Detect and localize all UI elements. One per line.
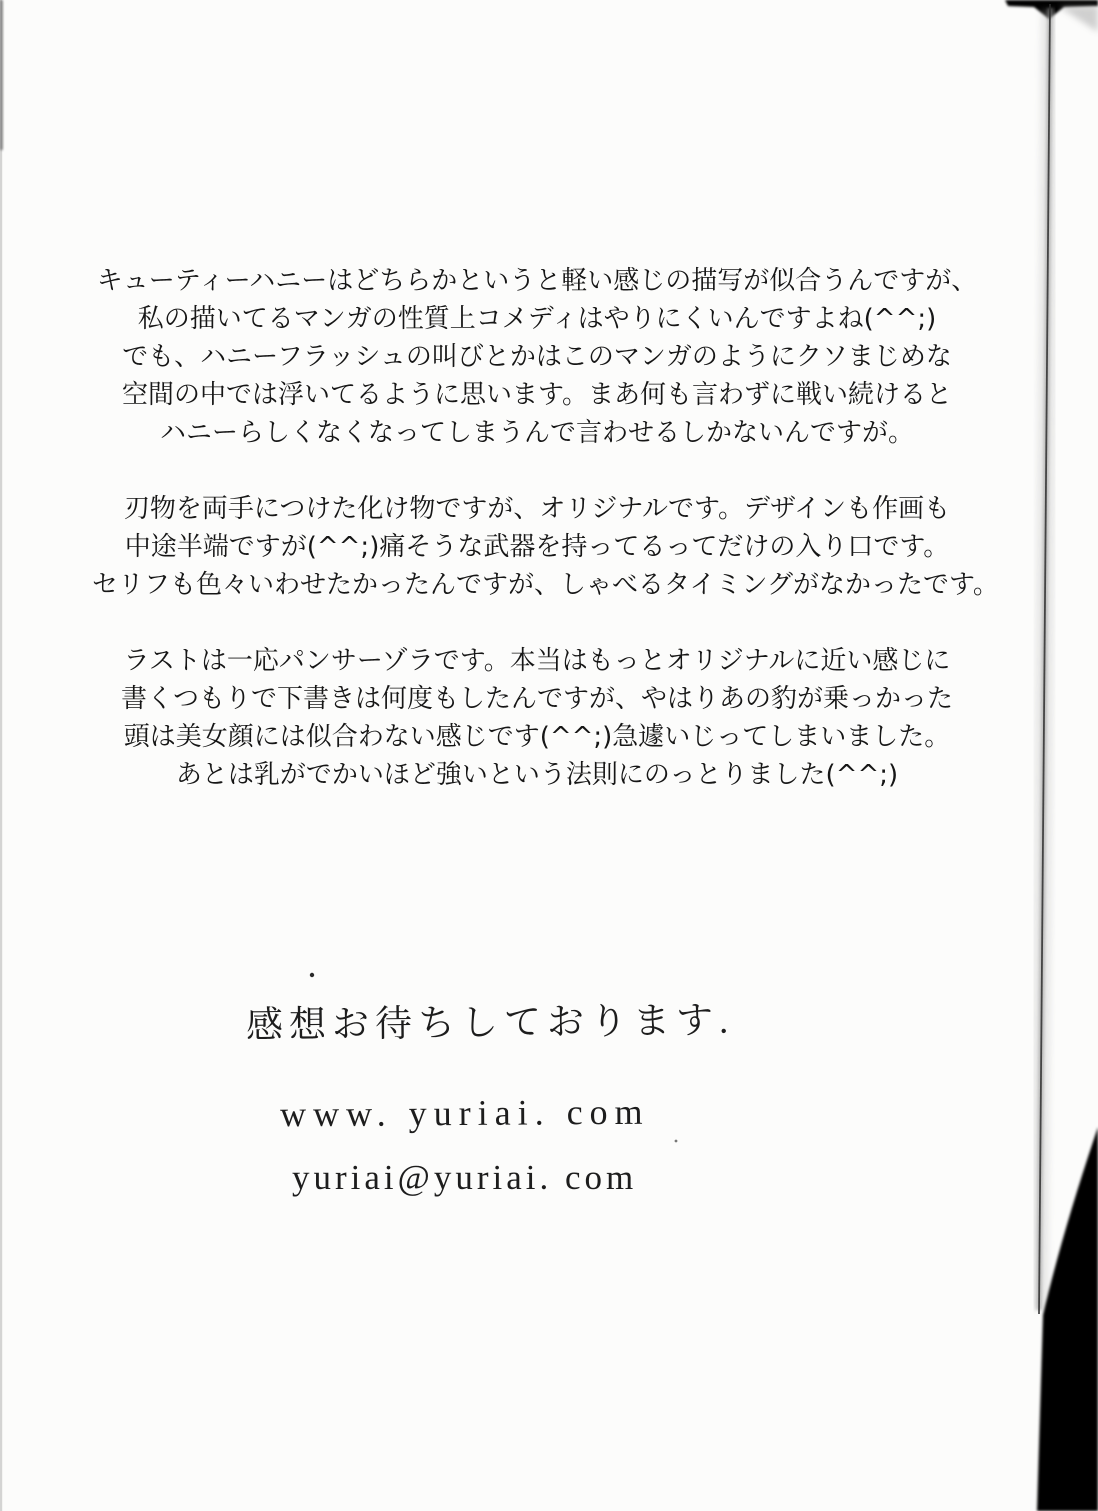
email-address: yuriai@yuriai. com bbox=[292, 1158, 638, 1197]
paragraph-line: 空間の中では浮いてるように思います。まあ何も言わずに戦い続けると bbox=[122, 380, 952, 410]
paragraph-line: 刃物を両手につけた化け物ですが、オリジナルです。デザインも作画も bbox=[123, 494, 951, 524]
left-page-edge bbox=[0, 0, 3, 1511]
afterword-paragraph bbox=[92, 642, 982, 794]
paragraph-line: あとは乳がでかいほど強いという法則にのっとりました(^^;) bbox=[175, 760, 899, 790]
paragraph-line: セリフも色々いわせたかったんですが、しゃべるタイミングがなかったです。 bbox=[92, 570, 999, 600]
paragraph-line: 書くつもりで下書きは何度もしたんですが、やはりあの豹が乗っかった bbox=[120, 684, 953, 714]
ink-speck bbox=[675, 1140, 678, 1143]
gutter-shadow-line bbox=[1039, 4, 1050, 1314]
afterword-text bbox=[92, 262, 999, 832]
paragraph-line: 私の描いてるマンガの性質上コメディはやりにくいんですよね(^^;) bbox=[137, 304, 937, 334]
paragraph-line: ラストは一応パンサーゾラです。本当はもっとオリジナルに近い感じに bbox=[123, 646, 951, 676]
paragraph-line: 頭は美女顔には似合わない感じです(^^;)急遽いじってしまいました。 bbox=[123, 722, 951, 752]
paragraph-line: 中途半端ですが(^^;)痛そうな武器を持ってるってだけの入り口です。 bbox=[124, 532, 950, 562]
paragraph-line: でも、ハニーフラッシュの叫びとかはこのマンガのようにクソまじめな bbox=[122, 342, 952, 372]
afterword-paragraph bbox=[92, 262, 982, 452]
paragraph-line: キューティーハニーはどちらかというと軽い感じの描写が似合うんですが、 bbox=[96, 266, 978, 296]
paragraph-line: ハニーらしくなくなってしまうんで言わせるしかないんですが。 bbox=[159, 418, 914, 448]
bottom-right-black-wedge bbox=[1037, 1127, 1098, 1511]
handwritten-note: 感想お待ちしております. bbox=[245, 1000, 735, 1047]
afterword-paragraph bbox=[92, 490, 999, 604]
website-url: www. yuriai. com bbox=[279, 1091, 650, 1135]
spine-top-shadow bbox=[1005, 0, 1098, 32]
ink-speck bbox=[310, 973, 314, 977]
